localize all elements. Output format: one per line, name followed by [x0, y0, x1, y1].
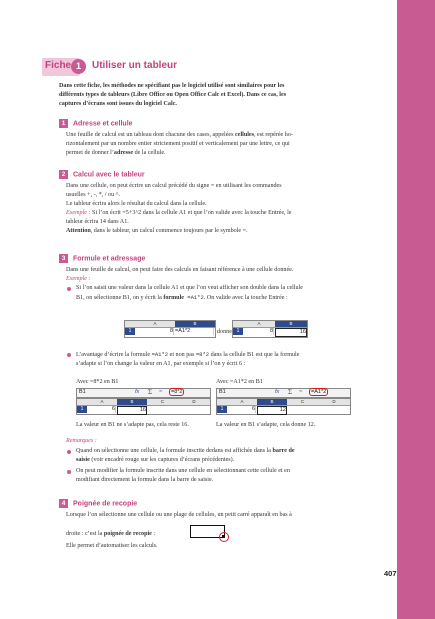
fiche-label: Fiche	[45, 60, 72, 71]
intro-line-2: différents types de tableurs (Libre Office ou Open Office Calc et Excel). Dans ce cas, les	[59, 92, 287, 98]
section-4-line-3: Elle permet d’automatiser les calculs.	[66, 543, 158, 549]
section-2-example: Exemple : Si l’on écrit =5+3^2 dans la cellule A1 et que l’on valide avec la touche Entrée, le	[66, 210, 292, 216]
column-header-d: D	[178, 399, 210, 406]
formula-bar	[76, 388, 211, 398]
section-2-attention: Attention, dans le tableur, un calcul commence toujours par le symbole =.	[66, 228, 248, 234]
row-header-1: 1	[217, 406, 227, 413]
remark-2-line-2: modifiant directement la formule dans la barre de saisie.	[76, 477, 214, 483]
name-box[interactable]: B1	[219, 389, 226, 395]
cell-b1[interactable]: =A1*2	[175, 328, 214, 335]
left-caption: Avec =8*2 en B1	[76, 379, 119, 385]
function-wizard-icon[interactable]: fx	[275, 389, 280, 395]
section-1-line-2: rizontalement par un nombre entier strictement positif et verticalement par une lettre, ce qui	[66, 141, 290, 147]
cell-a1[interactable]: 8	[243, 328, 274, 335]
section-4-line-1: Lorsque l’on sélectionne une cellule ou une plage de cellules, un petit carré apparaît en bas à	[66, 512, 292, 518]
cell-b1[interactable]: 16	[117, 406, 147, 415]
function-wizard-icon[interactable]: fx	[135, 389, 140, 395]
intro-line-1: Dans cette fiche, les méthodes ne spécifiant pas le logiciel utilisé sont similaires pour les	[59, 83, 285, 89]
column-header-c: C	[147, 399, 178, 406]
cell-b1[interactable]: 12	[257, 406, 287, 415]
column-header-a: A	[227, 399, 257, 406]
section-3-bullet-1	[76, 284, 371, 303]
section-3-title: Formule et adressage	[73, 255, 146, 263]
section-3-line-1: Dans une feuille de calcul, on peut faire des calculs en faisant référence à une cellule donnée.	[66, 267, 294, 273]
name-box[interactable]: B1	[79, 389, 86, 395]
intro-line-3: captures d’écrans sont issues du logiciel Calc.	[59, 101, 177, 107]
bullet-1-line-2: B1, on sélectionne B1, on y écrit la formule =A1*2. On valide avec la touche Entrée :	[76, 294, 288, 301]
right-sheet-grid	[216, 398, 351, 415]
section-1-title: Adresse et cellule	[73, 120, 133, 128]
section-1-number: 1	[59, 119, 68, 128]
row-header-1: 1	[125, 328, 135, 335]
section-3-number: 3	[59, 254, 68, 263]
formula-bar	[216, 388, 351, 398]
input-line-highlight[interactable]: =A1*2	[311, 389, 327, 395]
page-number: 407	[384, 569, 397, 578]
sheet-after	[232, 320, 308, 338]
section-3-bullet-2	[76, 350, 371, 369]
row-header-1: 1	[233, 328, 243, 335]
column-header-c: C	[287, 399, 318, 406]
cell-a1[interactable]: 8	[135, 328, 174, 335]
row-header-1: 1	[77, 406, 87, 413]
fill-handle-icon[interactable]	[222, 535, 225, 538]
bullet-marker	[67, 287, 71, 291]
bullet-2-line-2: s’adapte si l’on change la valeur en A1, par exemple si l’on y écrit 6 :	[76, 361, 246, 367]
section-4-title: Poignée de recopie	[73, 500, 138, 508]
bullet-marker	[67, 470, 71, 474]
column-header-b: B	[275, 321, 307, 328]
remarks-label: Remarques :	[66, 438, 97, 444]
remark-2-line-1: On peut modifier la formule inscrite dans une cellule en sélectionnant cette cellule et en	[76, 468, 290, 474]
column-header-a: A	[87, 399, 117, 406]
bullet-1-line-1: Si l’on saisit une valeur dans la cellule A1 et que l’on veut afficher son double dans la cellule	[76, 285, 303, 291]
bullet-2-line-1: L’avantage d’écrire la formule =A1*2 et non pas =8*2 dans la cellule B1 est que la formule	[76, 351, 300, 358]
remark-2	[76, 467, 371, 485]
section-2-title: Calcul avec le tableur	[73, 171, 145, 179]
input-line-highlight[interactable]: =8*2	[171, 389, 183, 395]
section-1-paragraph	[66, 131, 366, 158]
column-header-b: B	[175, 321, 215, 328]
right-caption: Avec =A1*2 en B1	[216, 379, 263, 385]
remark-1	[76, 447, 371, 465]
right-screenshot	[216, 388, 351, 414]
column-header-b: B	[117, 399, 147, 406]
sum-icon[interactable]: Σ	[288, 388, 293, 396]
column-header-d: D	[318, 399, 350, 406]
section-2-paragraph	[66, 182, 366, 236]
section-3-heading	[59, 254, 145, 263]
section-3-intro	[66, 266, 366, 284]
column-header-b: B	[257, 399, 287, 406]
section-2-line-3: Le tableur écrira alors le résultat du calcul dans la cellule.	[66, 201, 207, 207]
section-2-line-5: tableur écrira 14 dans A1.	[66, 219, 129, 225]
section-2-heading	[59, 170, 145, 179]
left-screenshot	[76, 388, 211, 414]
remark-1-line-1: Quand on sélectionne une cellule, la formule inscrite dedans est affichée dans la barre de	[76, 448, 295, 454]
section-3-example-label: Exemple :	[66, 276, 91, 282]
left-sheet-grid	[76, 398, 211, 415]
column-header-a: A	[135, 321, 175, 328]
section-2-line-1: Dans une cellule, on peut écrire un calcul précédé du signe = en utilisant les commandes	[66, 183, 282, 189]
equals-icon[interactable]: =	[159, 389, 163, 395]
donne-label: donne	[217, 329, 232, 335]
fiche-number-badge: 1	[71, 59, 86, 74]
section-1-heading	[59, 119, 133, 128]
right-result: La valeur en B1 s’adapte, cela donne 12.	[216, 422, 316, 428]
fill-handle-illustration	[190, 525, 228, 539]
side-color-band	[397, 0, 435, 619]
cell-b1[interactable]: 16	[275, 328, 307, 337]
equals-icon[interactable]: =	[299, 389, 303, 395]
section-4-heading	[59, 499, 137, 508]
section-4-line-2: droite : c’est la poignée de recopie :	[66, 531, 156, 537]
intro-paragraph	[59, 82, 369, 109]
section-4-number: 4	[59, 499, 68, 508]
section-2-number: 2	[59, 170, 68, 179]
section-2-line-2: usuelles +, -, *, / ou ^.	[66, 192, 121, 198]
bullet-marker	[67, 450, 71, 454]
column-header-a: A	[243, 321, 275, 328]
page-title: Utiliser un tableur	[92, 60, 178, 71]
left-result: La valeur en B1 ne s’adapte pas, cela reste 16.	[76, 422, 189, 428]
sheet-before	[124, 320, 216, 338]
sum-icon[interactable]: Σ	[148, 388, 153, 396]
bullet-marker	[67, 353, 71, 357]
cell-a1[interactable]: 6	[227, 406, 256, 413]
cell-a1[interactable]: 6	[87, 406, 116, 413]
remark-1-line-2: saisie (voir encadré rouge sur les captures d’écrans précédentes).	[76, 457, 235, 463]
section-1-line-1: Une feuille de calcul est un tableau dont chacune des cases, appelées cellules, est repérée ho-	[66, 132, 293, 138]
section-1-line-3: permet de donner l’adresse de la cellule.	[66, 150, 166, 156]
